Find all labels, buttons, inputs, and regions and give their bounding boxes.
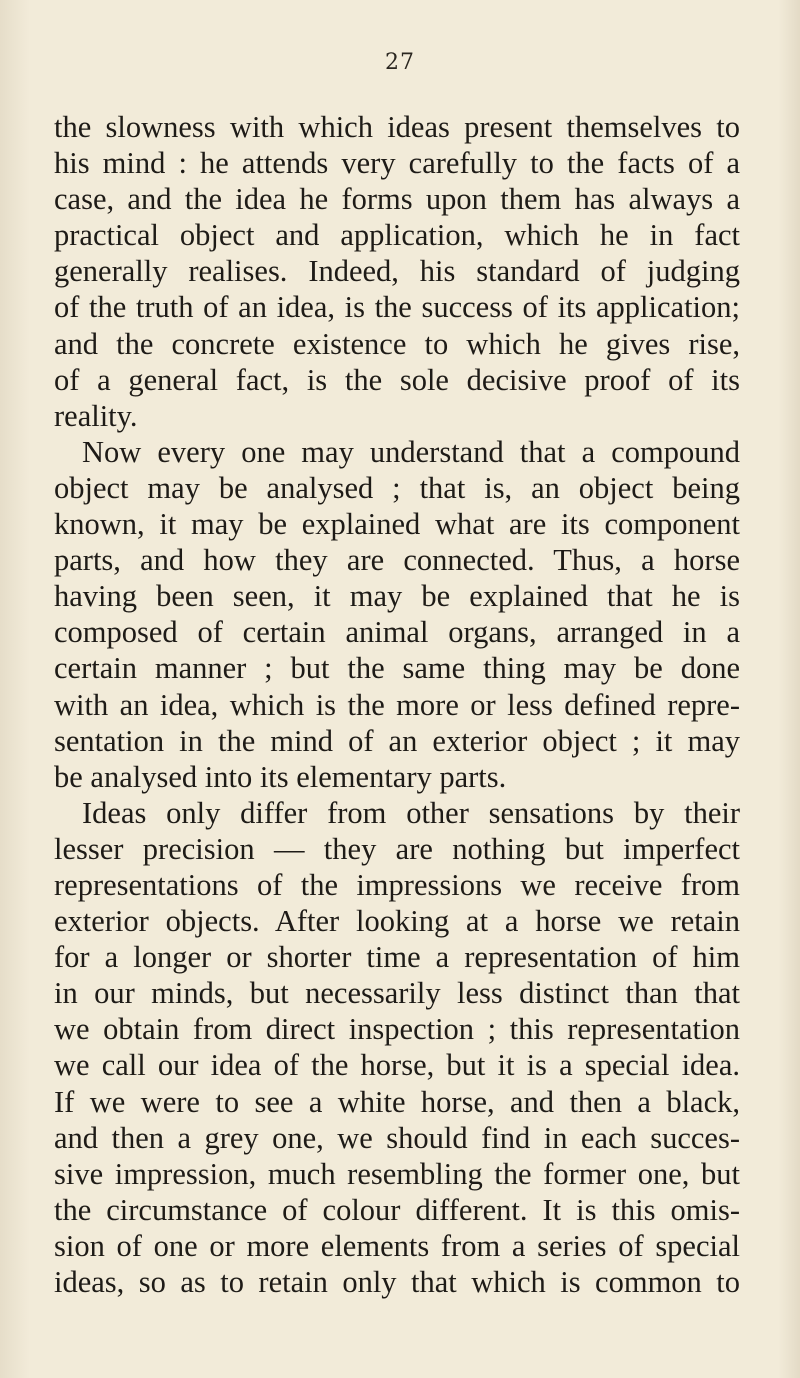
text-line: of a general fact, is the sole decisive proof of its	[54, 362, 740, 397]
text-line: and the concrete existence to which he gives rise,	[54, 326, 740, 361]
page-number: 27	[385, 50, 415, 75]
text-line: If we were to see a white horse, and then a black,	[54, 1084, 740, 1119]
text-line: ideas, so as to retain only that which is common to	[54, 1265, 740, 1299]
paragraph-start-line: Now every one may understand that a compound	[82, 434, 740, 469]
text-line: be analysed into its elementary parts.	[54, 759, 507, 794]
text-line: known, it may be explained what are its component	[54, 507, 740, 542]
text-line: practical object and application, which he in fact	[54, 218, 740, 253]
text-line: of the truth of an idea, is the success of its application;	[54, 290, 740, 325]
text-line: reality.	[54, 398, 138, 433]
text-line: lesser precision — they are nothing but imperfect	[54, 831, 740, 866]
text-line: case, and the idea he forms upon them has always a	[54, 182, 740, 217]
text-line: sion of one or more elements from a series of special	[54, 1228, 740, 1263]
text-line: generally realises. Indeed, his standard of judging	[54, 254, 740, 289]
text-line: and then a grey one, we should find in each succes-	[54, 1120, 740, 1155]
text-line: composed of certain animal organs, arranged in a	[54, 615, 740, 650]
paragraph-start-line: Ideas only differ from other sensations by their	[82, 795, 740, 830]
text-line: representations of the impressions we receive from	[54, 867, 740, 902]
text-line: with an idea, which is the more or less defined repre-	[54, 687, 740, 722]
text-line: the slowness with which ideas present themselves to	[54, 110, 740, 144]
text-line: sentation in the mind of an exterior object ; it may	[54, 723, 740, 758]
text-line: for a longer or shorter time a representation of him	[54, 940, 740, 975]
text-line: certain manner ; but the same thing may be done	[54, 651, 740, 686]
text-line: parts, and how they are connected. Thus, a horse	[54, 543, 740, 578]
text-line: object may be analysed ; that is, an object being	[54, 470, 740, 505]
text-line: sive impression, much resembling the former one, but	[54, 1156, 740, 1191]
text-line: in our minds, but necessarily less distinct than that	[54, 976, 740, 1011]
text-line: having been seen, it may be explained that he is	[54, 579, 740, 614]
text-line: exterior objects. After looking at a horse we retain	[54, 904, 740, 939]
text-line: the circumstance of colour different. It is this omis-	[54, 1192, 740, 1227]
text-line: we call our idea of the horse, but it is a special idea.	[54, 1048, 740, 1083]
text-line: we obtain from direct inspection ; this representation	[54, 1012, 740, 1047]
text-line: his mind : he attends very carefully to the facts of a	[54, 146, 740, 181]
body-text	[54, 109, 740, 1300]
